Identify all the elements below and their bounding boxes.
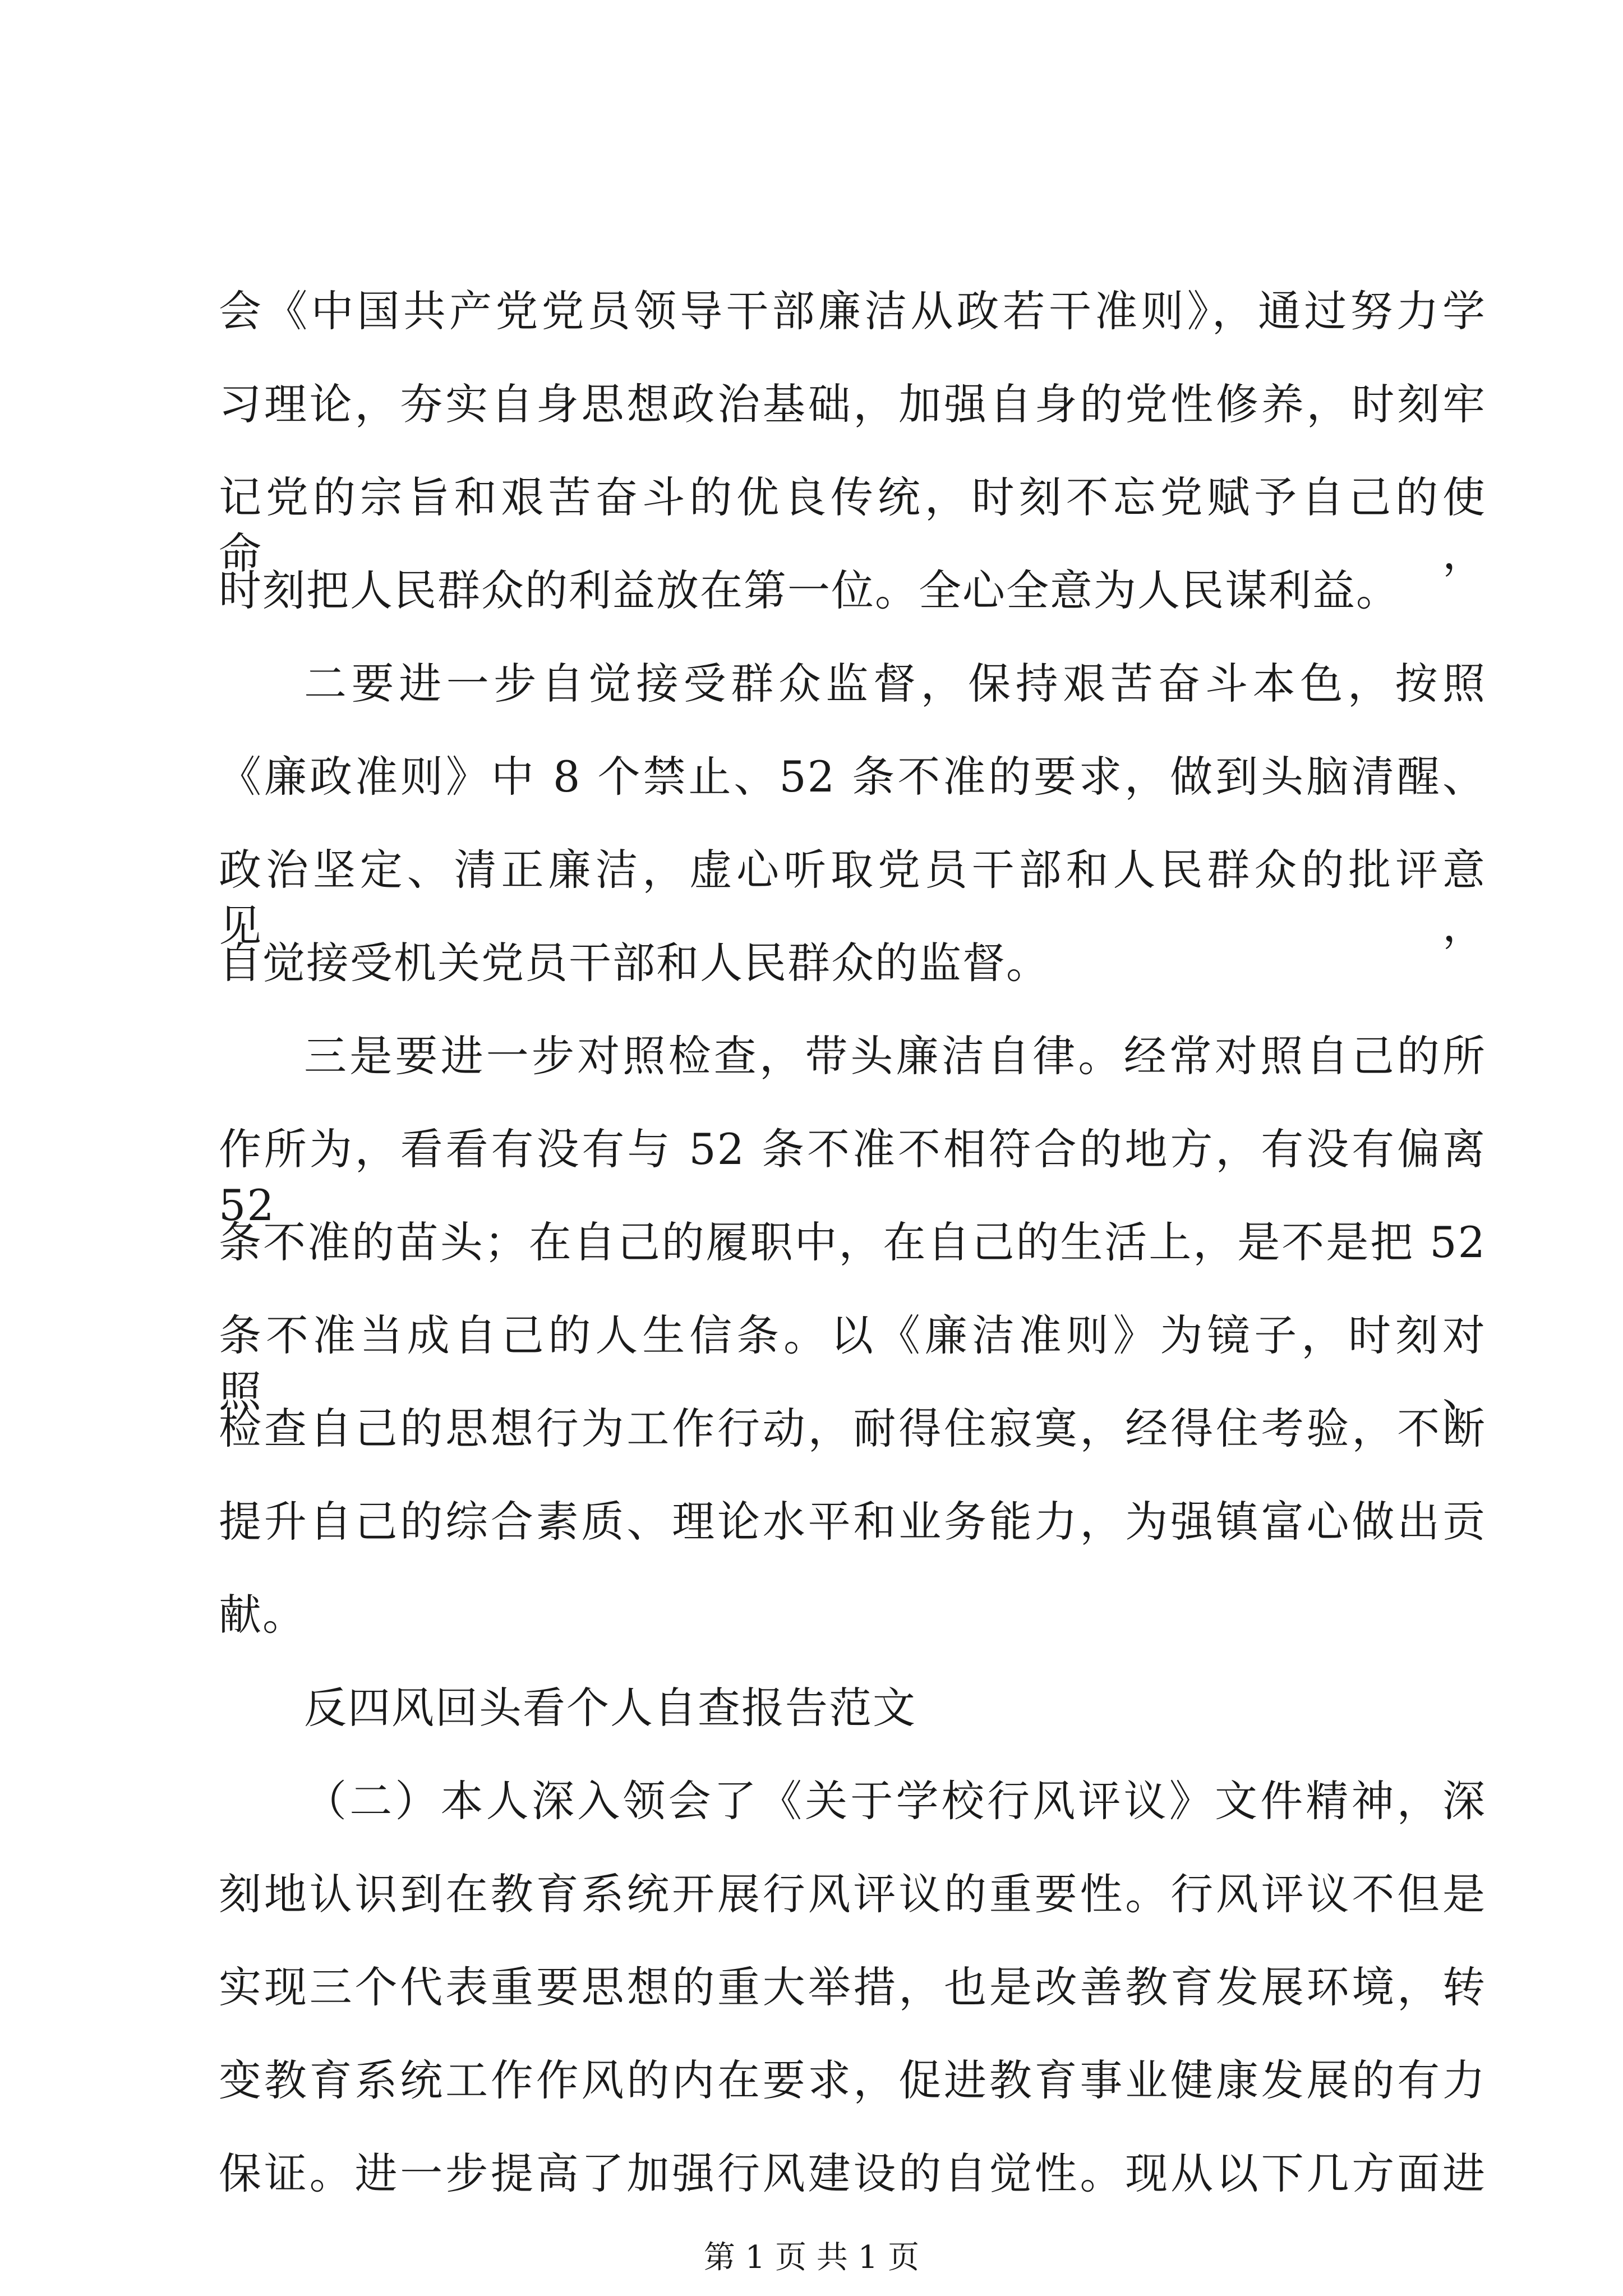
body-line-3: 记党的宗旨和艰苦奋斗的优良传统，时刻不忘党赋予自己的使命， bbox=[219, 472, 1486, 578]
body-line-1: 会《中国共产党党员领导干部廉洁从政若干准则》，通过努力学 bbox=[219, 286, 1486, 336]
paragraph-2-line-3: 政治坚定、清正廉洁，虚心听取党员干部和人民群众的批评意见， bbox=[219, 845, 1486, 951]
paragraph-2-line-2: 《廉政准则》中 8 个禁止、52 条不准的要求，做到头脑清醒、 bbox=[219, 752, 1486, 802]
paragraph-3-line-6: 提升自己的综合素质、理论水平和业务能力，为强镇富心做出贡 bbox=[219, 1497, 1486, 1547]
paragraph-3-line-1: 三是要进一步对照检查，带头廉洁自律。经常对照自己的所 bbox=[304, 1031, 1486, 1081]
body-line-2: 习理论，夯实自身思想政治基础，加强自身的党性修养，时刻牢 bbox=[219, 379, 1486, 429]
paragraph-4-line-4: 变教育系统工作作风的内在要求，促进教育事业健康发展的有力 bbox=[219, 2055, 1486, 2105]
page-number-footer: 第 1 页 共 1 页 bbox=[703, 2239, 920, 2276]
paragraph-4-line-1: （二）本人深入领会了《关于学校行风评议》文件精神，深 bbox=[304, 1776, 1486, 1826]
paragraph-4-line-5: 保证。进一步提高了加强行风建设的自觉性。现从以下几方面进 bbox=[219, 2148, 1486, 2198]
paragraph-2-line-1: 二要进一步自觉接受群众监督，保持艰苦奋斗本色，按照 bbox=[304, 659, 1486, 708]
paragraph-3-line-2: 作所为，看看有没有与 52 条不准不相符合的地方，有没有偏离 52 bbox=[219, 1124, 1486, 1230]
section-heading: 反四风回头看个人自查报告范文 bbox=[304, 1683, 916, 1733]
paragraph-3-line-5: 检查自己的思想行为工作行动，耐得住寂寞，经得住考验，不断 bbox=[219, 1404, 1486, 1453]
paragraph-2-line-4: 自觉接受机关党员干部和人民群众的监督。 bbox=[219, 938, 1050, 988]
paragraph-4-line-3: 实现三个代表重要思想的重大举措，也是改善教育发展环境，转 bbox=[219, 1962, 1486, 2012]
paragraph-4-line-2: 刻地认识到在教育系统开展行风评议的重要性。行风评议不但是 bbox=[219, 1869, 1486, 1919]
body-line-4: 时刻把人民群众的利益放在第一位。全心全意为人民谋利益。 bbox=[219, 565, 1400, 615]
paragraph-3-line-3: 条不准的苗头；在自己的履职中，在自己的生活上，是不是把 52 bbox=[219, 1217, 1486, 1267]
paragraph-3-line-7: 献。 bbox=[219, 1590, 306, 1640]
paragraph-3-line-4: 条不准当成自己的人生信条。以《廉洁准则》为镜子，时刻对照、 bbox=[219, 1310, 1486, 1416]
